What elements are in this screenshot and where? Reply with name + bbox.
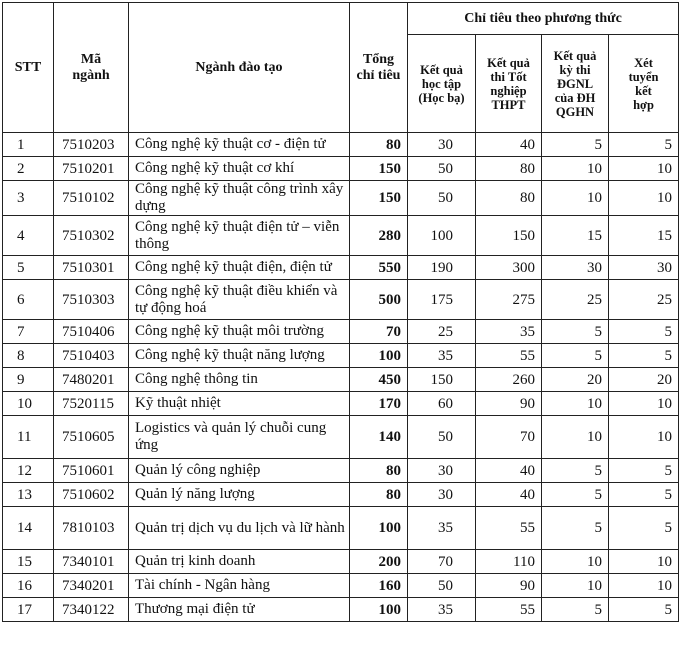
dgnl-cell: 5 — [542, 320, 609, 344]
dgnl-cell: 10 — [542, 550, 609, 574]
tong-chi-tieu-cell: 150 — [350, 181, 408, 216]
dgnl-cell: 20 — [542, 368, 609, 392]
nganh-dao-tao-cell: Công nghệ kỹ thuật môi trường — [129, 320, 350, 344]
table-row — [3, 256, 679, 280]
stt-cell: 14 — [3, 507, 54, 550]
thpt-cell: 80 — [476, 181, 542, 216]
dgnl-cell: 10 — [542, 181, 609, 216]
dgnl-cell: 10 — [542, 416, 609, 459]
thpt-cell: 260 — [476, 368, 542, 392]
ma-nganh-cell: 7510605 — [54, 416, 129, 459]
ket-hop-cell: 10 — [609, 181, 679, 216]
ket-hop-cell: 10 — [609, 392, 679, 416]
dgnl-cell: 5 — [542, 133, 609, 157]
ma-nganh-cell: 7510301 — [54, 256, 129, 280]
ket-hop-cell: 20 — [609, 368, 679, 392]
tong-chi-tieu-cell: 80 — [350, 483, 408, 507]
nganh-dao-tao-cell: Kỹ thuật nhiệt — [129, 392, 350, 416]
dgnl-cell: 30 — [542, 256, 609, 280]
table-row — [3, 157, 679, 181]
ket-hop-cell: 10 — [609, 550, 679, 574]
hoc-ba-cell: 30 — [408, 459, 476, 483]
stt-cell: 3 — [3, 181, 54, 216]
ket-hop-cell: 5 — [609, 344, 679, 368]
ket-hop-cell: 15 — [609, 216, 679, 256]
thpt-cell: 55 — [476, 344, 542, 368]
tong-chi-tieu-cell: 200 — [350, 550, 408, 574]
ma-nganh-cell: 7340201 — [54, 574, 129, 598]
table-row — [3, 483, 679, 507]
table-body — [3, 133, 679, 622]
stt-cell: 7 — [3, 320, 54, 344]
thpt-cell: 300 — [476, 256, 542, 280]
tong-chi-tieu-cell: 280 — [350, 216, 408, 256]
thpt-cell: 275 — [476, 280, 542, 320]
table-row — [3, 416, 679, 459]
tong-chi-tieu-cell: 100 — [350, 344, 408, 368]
header-chi-tieu-theo-phuong-thuc: Chỉ tiêu theo phương thức — [408, 3, 679, 35]
header-nganh-dao-tao: Ngành đào tạo — [129, 3, 350, 133]
nganh-dao-tao-cell: Quản lý công nghiệp — [129, 459, 350, 483]
table-header — [3, 3, 679, 133]
thpt-cell: 90 — [476, 392, 542, 416]
table-row — [3, 368, 679, 392]
table-row — [3, 392, 679, 416]
table-row — [3, 507, 679, 550]
table-row — [3, 574, 679, 598]
stt-cell: 15 — [3, 550, 54, 574]
dgnl-cell: 5 — [542, 483, 609, 507]
stt-cell: 2 — [3, 157, 54, 181]
stt-cell: 8 — [3, 344, 54, 368]
dgnl-cell: 5 — [542, 507, 609, 550]
tong-chi-tieu-cell: 80 — [350, 459, 408, 483]
nganh-dao-tao-cell: Công nghệ thông tin — [129, 368, 350, 392]
header-xet-tuyen-ket-hop: Xét tuyển kết hợp — [609, 35, 679, 133]
stt-cell: 17 — [3, 598, 54, 622]
ma-nganh-cell: 7510201 — [54, 157, 129, 181]
thpt-cell: 40 — [476, 133, 542, 157]
header-ket-qua-hoc-tap: Kết quả học tập (Học bạ) — [408, 35, 476, 133]
nganh-dao-tao-cell: Logistics và quản lý chuỗi cung ứng — [129, 416, 350, 459]
ma-nganh-cell: 7510602 — [54, 483, 129, 507]
nganh-dao-tao-cell: Công nghệ kỹ thuật cơ khí — [129, 157, 350, 181]
nganh-dao-tao-cell: Quản trị kinh doanh — [129, 550, 350, 574]
ket-hop-cell: 5 — [609, 507, 679, 550]
ket-hop-cell: 5 — [609, 483, 679, 507]
ma-nganh-cell: 7510302 — [54, 216, 129, 256]
table-row — [3, 320, 679, 344]
tong-chi-tieu-cell: 80 — [350, 133, 408, 157]
nganh-dao-tao-cell: Công nghệ kỹ thuật điện tử – viễn thông — [129, 216, 350, 256]
nganh-dao-tao-cell: Quản lý năng lượng — [129, 483, 350, 507]
hoc-ba-cell: 35 — [408, 507, 476, 550]
dgnl-cell: 10 — [542, 157, 609, 181]
stt-cell: 13 — [3, 483, 54, 507]
header-ket-qua-thi-tot-nghiep: Kết quả thi Tốt nghiệp THPT — [476, 35, 542, 133]
header-ket-qua-dgnl: Kết quả kỳ thi ĐGNL của ĐH QGHN — [542, 35, 609, 133]
stt-cell: 6 — [3, 280, 54, 320]
nganh-dao-tao-cell: Tài chính - Ngân hàng — [129, 574, 350, 598]
hoc-ba-cell: 100 — [408, 216, 476, 256]
ket-hop-cell: 5 — [609, 133, 679, 157]
ket-hop-cell: 5 — [609, 459, 679, 483]
hoc-ba-cell: 35 — [408, 344, 476, 368]
header-stt: STT — [3, 3, 54, 133]
header-tong-chi-tieu: Tổng chỉ tiêu — [350, 3, 408, 133]
tong-chi-tieu-cell: 150 — [350, 157, 408, 181]
ket-hop-cell: 5 — [609, 320, 679, 344]
thpt-cell: 150 — [476, 216, 542, 256]
thpt-cell: 70 — [476, 416, 542, 459]
nganh-dao-tao-cell: Công nghệ kỹ thuật điện, điện tử — [129, 256, 350, 280]
stt-cell: 1 — [3, 133, 54, 157]
hoc-ba-cell: 35 — [408, 598, 476, 622]
ket-hop-cell: 30 — [609, 256, 679, 280]
hoc-ba-cell: 150 — [408, 368, 476, 392]
hoc-ba-cell: 30 — [408, 483, 476, 507]
dgnl-cell: 10 — [542, 574, 609, 598]
dgnl-cell: 5 — [542, 459, 609, 483]
table-row — [3, 459, 679, 483]
ma-nganh-cell: 7510203 — [54, 133, 129, 157]
stt-cell: 4 — [3, 216, 54, 256]
hoc-ba-cell: 70 — [408, 550, 476, 574]
dgnl-cell: 5 — [542, 598, 609, 622]
thpt-cell: 35 — [476, 320, 542, 344]
tong-chi-tieu-cell: 160 — [350, 574, 408, 598]
nganh-dao-tao-cell: Quản trị dịch vụ du lịch và lữ hành — [129, 507, 350, 550]
table-row — [3, 550, 679, 574]
hoc-ba-cell: 50 — [408, 157, 476, 181]
thpt-cell: 55 — [476, 507, 542, 550]
header-ma-nganh: Mã ngành — [54, 3, 129, 133]
ma-nganh-cell: 7510601 — [54, 459, 129, 483]
ket-hop-cell: 10 — [609, 416, 679, 459]
ma-nganh-cell: 7480201 — [54, 368, 129, 392]
ma-nganh-cell: 7340101 — [54, 550, 129, 574]
nganh-dao-tao-cell: Công nghệ kỹ thuật công trình xây dựng — [129, 181, 350, 216]
tong-chi-tieu-cell: 100 — [350, 507, 408, 550]
thpt-cell: 40 — [476, 459, 542, 483]
table-row — [3, 344, 679, 368]
hoc-ba-cell: 175 — [408, 280, 476, 320]
dgnl-cell: 5 — [542, 344, 609, 368]
stt-cell: 12 — [3, 459, 54, 483]
ma-nganh-cell: 7510303 — [54, 280, 129, 320]
stt-cell: 5 — [3, 256, 54, 280]
thpt-cell: 90 — [476, 574, 542, 598]
tong-chi-tieu-cell: 500 — [350, 280, 408, 320]
table-row — [3, 280, 679, 320]
stt-cell: 11 — [3, 416, 54, 459]
thpt-cell: 110 — [476, 550, 542, 574]
tong-chi-tieu-cell: 140 — [350, 416, 408, 459]
table-row — [3, 181, 679, 216]
nganh-dao-tao-cell: Công nghệ kỹ thuật điều khiển và tự động hoá — [129, 280, 350, 320]
table-row — [3, 216, 679, 256]
tong-chi-tieu-cell: 550 — [350, 256, 408, 280]
hoc-ba-cell: 50 — [408, 416, 476, 459]
ket-hop-cell: 25 — [609, 280, 679, 320]
tong-chi-tieu-cell: 170 — [350, 392, 408, 416]
hoc-ba-cell: 60 — [408, 392, 476, 416]
tong-chi-tieu-cell: 100 — [350, 598, 408, 622]
stt-cell: 9 — [3, 368, 54, 392]
tong-chi-tieu-cell: 450 — [350, 368, 408, 392]
hoc-ba-cell: 50 — [408, 574, 476, 598]
table-row — [3, 133, 679, 157]
thpt-cell: 40 — [476, 483, 542, 507]
admission-quota-table-container — [2, 2, 679, 622]
ket-hop-cell: 5 — [609, 598, 679, 622]
nganh-dao-tao-cell: Công nghệ kỹ thuật cơ - điện tử — [129, 133, 350, 157]
ket-hop-cell: 10 — [609, 157, 679, 181]
hoc-ba-cell: 190 — [408, 256, 476, 280]
table-row — [3, 598, 679, 622]
hoc-ba-cell: 50 — [408, 181, 476, 216]
dgnl-cell: 15 — [542, 216, 609, 256]
tong-chi-tieu-cell: 70 — [350, 320, 408, 344]
hoc-ba-cell: 30 — [408, 133, 476, 157]
ma-nganh-cell: 7340122 — [54, 598, 129, 622]
ma-nganh-cell: 7510403 — [54, 344, 129, 368]
admission-quota-table — [2, 2, 679, 622]
stt-cell: 16 — [3, 574, 54, 598]
thpt-cell: 55 — [476, 598, 542, 622]
dgnl-cell: 25 — [542, 280, 609, 320]
ma-nganh-cell: 7510406 — [54, 320, 129, 344]
hoc-ba-cell: 25 — [408, 320, 476, 344]
nganh-dao-tao-cell: Thương mại điện tử — [129, 598, 350, 622]
thpt-cell: 80 — [476, 157, 542, 181]
stt-cell: 10 — [3, 392, 54, 416]
ket-hop-cell: 10 — [609, 574, 679, 598]
dgnl-cell: 10 — [542, 392, 609, 416]
ma-nganh-cell: 7810103 — [54, 507, 129, 550]
ma-nganh-cell: 7510102 — [54, 181, 129, 216]
ma-nganh-cell: 7520115 — [54, 392, 129, 416]
nganh-dao-tao-cell: Công nghệ kỹ thuật năng lượng — [129, 344, 350, 368]
